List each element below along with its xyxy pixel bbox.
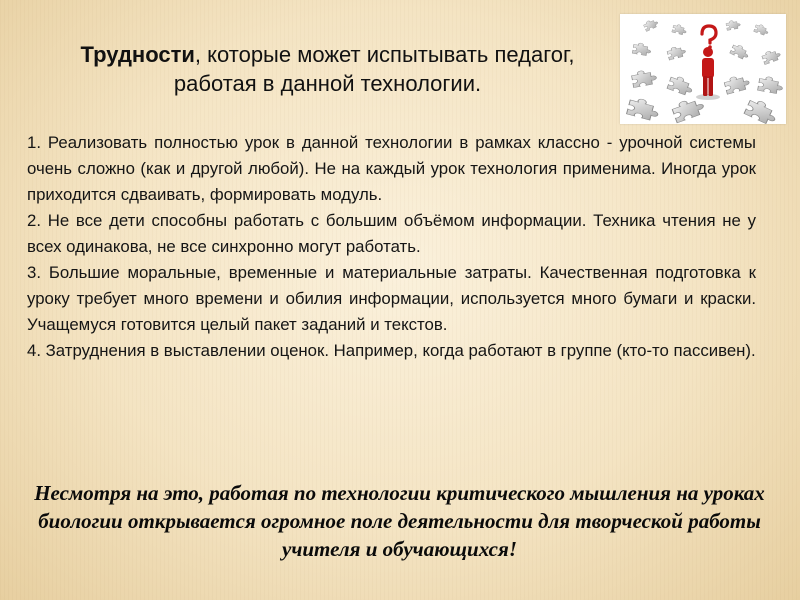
title-line1-rest: , которые может испытывать педагог, (194, 42, 575, 67)
difficulties-list (27, 130, 756, 364)
puzzle-question-illustration (620, 14, 786, 124)
list-item: 1. Реализовать полностью урок в данной технологии в рамках классно - урочной системы очень сложно (как и другой любой). Не на каждый урок технология применима. Иногда урок приходится сдваивать, формировать модуль. (27, 133, 756, 204)
list-item: 4. Затруднения в выставлении оценок. Например, когда работают в группе (кто-то пассивен). (27, 341, 756, 360)
list-item: 2. Не все дети способны работать с большим объёмом информации. Техника чтения не у всех одинакова, не все синхронно могут работать. (27, 211, 756, 256)
conclusion-text: Несмотря на это, работая по технологии критического мышления на уроках биологии открывается огромное поле деятельности для творческой работы учителя и обучающихся! (34, 481, 765, 561)
list-item: 3. Большие моральные, временные и материальные затраты. Качественная подготовка к уроку требует много времени и обилия информации, используется много бумаги и краски. Учащемуся готовится целый пакет заданий и текстов. (27, 263, 756, 334)
slide-title (50, 40, 605, 98)
puzzle-pieces-question-figure-icon (620, 14, 786, 124)
title-line2: работая в данной технологии. (173, 71, 482, 96)
title-bold-word: Трудности (80, 42, 195, 67)
